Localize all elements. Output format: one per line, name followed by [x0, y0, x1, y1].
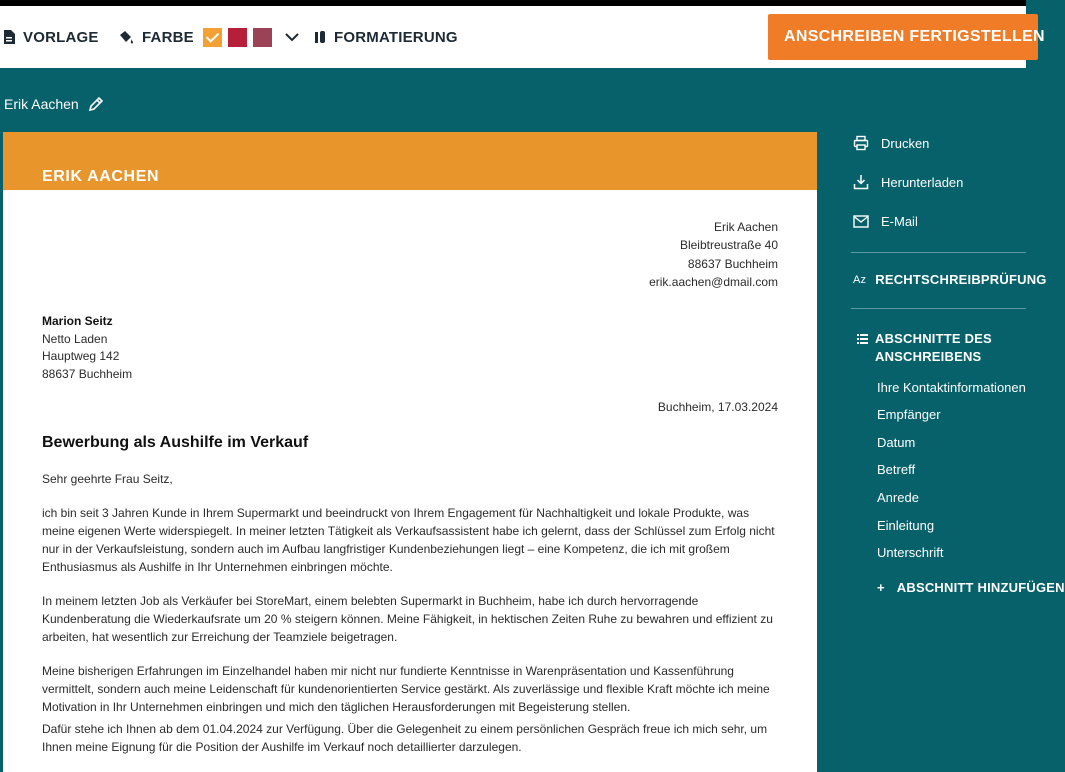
section-link-signature[interactable]: Unterschrift — [877, 545, 944, 560]
formatting-icon — [315, 30, 326, 44]
sender-street: Bleibtreustraße 40 — [679, 238, 778, 253]
sections-heading — [857, 330, 992, 366]
color-label: FARBE — [142, 28, 194, 46]
letter-subject[interactable]: Bewerbung als Aushilfe im Verkauf — [42, 434, 309, 451]
recipient-street: Hauptweg 142 — [42, 349, 120, 364]
add-section-label: ABSCHNITT HINZUFÜGEN — [896, 580, 1065, 595]
email-button[interactable] — [853, 211, 918, 231]
spellcheck-icon: Az — [853, 273, 867, 286]
download-icon — [853, 174, 869, 190]
print-label: Drucken — [881, 135, 930, 151]
sections-title-line2: ANSCHREIBENS — [875, 349, 982, 364]
sender-email: erik.aachen@dmail.com — [649, 274, 778, 289]
spellcheck-button[interactable] — [853, 272, 1047, 287]
sidebar-divider — [851, 308, 1026, 309]
sidebar-divider — [851, 252, 1026, 253]
color-swatch-berry[interactable] — [253, 28, 272, 47]
spellcheck-label: RECHTSCHREIBPRÜFUNG — [875, 272, 1047, 287]
printer-icon — [853, 135, 869, 151]
letter-paragraph[interactable]: In meinem letzten Job als Verkäufer bei StoreMart, einem belebten Supermarkt in Buchheim, habe ich durch hervorragende Kundenberatung die Wiederkaufsrate um 20 % steigern können. Meine Fähigkeit, in hektischen Zeiten Ruhe zu bewahren und effizient zu arbeiten, hat wesentlich zur Erreichung der Teamziele beigetragen. — [42, 594, 773, 644]
section-link-recipient[interactable]: Empfänger — [877, 407, 941, 422]
download-label: Herunterladen — [881, 174, 964, 190]
download-button[interactable] — [853, 172, 963, 192]
email-label: E-Mail — [881, 213, 918, 229]
paint-bucket-icon — [118, 30, 134, 44]
letter-preview — [3, 132, 817, 772]
add-section-button[interactable] — [877, 580, 1065, 595]
letter-paragraph[interactable]: Meine bisherigen Erfahrungen im Einzelhandel haben mir nicht nur fundierte Kenntnisse in Warenpräsentation und Kassenführung vermittelt, sondern auch meine Leidenschaft für kundenorientierten Service gestärkt. Als zuverlässige und flexible Kraft möchte ich meine Motivation in Ihr Unternehmen einbringen und mich den täglichen Herausforderungen mit Begeisterung stellen. — [42, 664, 770, 714]
sender-name: Erik Aachen — [713, 220, 778, 234]
recipient-name: Marion Seitz — [42, 314, 113, 328]
section-link-date[interactable]: Datum — [877, 435, 916, 450]
plus-icon: + — [877, 580, 885, 595]
color-swatch-red[interactable] — [228, 28, 247, 47]
pencil-icon[interactable] — [87, 96, 104, 113]
color-swatch-orange[interactable] — [203, 28, 222, 47]
template-menu[interactable] — [3, 6, 99, 68]
letter-date[interactable]: Buchheim, 17.03.2024 — [657, 400, 778, 414]
letter-paragraph[interactable]: ich bin seit 3 Jahren Kunde in Ihrem Supermarkt und beeindruckt von Ihrem Engagement für Nachhaltigkeit und lokale Produkte, was meine eigenen Werte widerspiegelt. In meiner letzten Tätigkeit als Verkaufsassistent habe ich gelernt, dass der Schlüssel zum Erfolg nicht nur in der Verkaufsleistung, sondern auch im Aufbau langfristiger Kundenbeziehungen liegt – eine Kompetenz, die ich mit großem Enthusiasmus als Aushilfe in Ihr Unternehmen einbringen möchte. — [42, 506, 775, 574]
document-icon — [3, 30, 15, 44]
document-name: Erik Aachen — [4, 96, 79, 112]
color-menu[interactable] — [118, 6, 307, 68]
sender-city: 88637 Buchheim — [687, 256, 778, 271]
letter-salutation[interactable]: Sehr geehrte Frau Seitz, — [42, 472, 173, 486]
print-button[interactable] — [853, 133, 929, 153]
template-label: VORLAGE — [23, 28, 99, 46]
formatting-label: FORMATIERUNG — [334, 28, 458, 46]
section-link-salutation[interactable]: Anrede — [877, 490, 919, 505]
finish-cover-letter-button[interactable]: ANSCHREIBEN FERTIGSTELLEN — [768, 14, 1038, 60]
header-name: ERIK AACHEN — [42, 168, 160, 185]
sidebar — [817, 68, 1065, 761]
recipient-city: 88637 Buchheim — [42, 366, 133, 381]
recipient-block[interactable] — [42, 313, 132, 383]
section-link-subject[interactable]: Betreff — [877, 462, 916, 477]
letter-header — [3, 132, 817, 190]
chevron-down-icon[interactable] — [285, 33, 299, 42]
list-icon — [857, 334, 868, 344]
sections-title-line1: ABSCHNITTE DES — [875, 331, 992, 346]
section-link-introduction[interactable]: Einleitung — [877, 518, 935, 533]
recipient-company: Netto Laden — [42, 331, 108, 346]
document-title — [4, 94, 104, 114]
formatting-menu[interactable] — [315, 6, 458, 68]
toolbar — [0, 6, 1045, 68]
letter-paragraph[interactable]: Dafür stehe ich Ihnen ab dem 01.04.2024 zur Verfügung. Über die Gelegenheit zu einem persönlichen Gespräch freue ich mich sehr, um Ihnen meine Eignung für die Position der Aushilfe im Verkauf noch detaillierter darzulegen. — [42, 722, 768, 754]
section-link-contact[interactable]: Ihre Kontaktinformationen — [877, 380, 1026, 395]
sender-block[interactable] — [649, 218, 778, 291]
envelope-icon — [853, 215, 869, 228]
